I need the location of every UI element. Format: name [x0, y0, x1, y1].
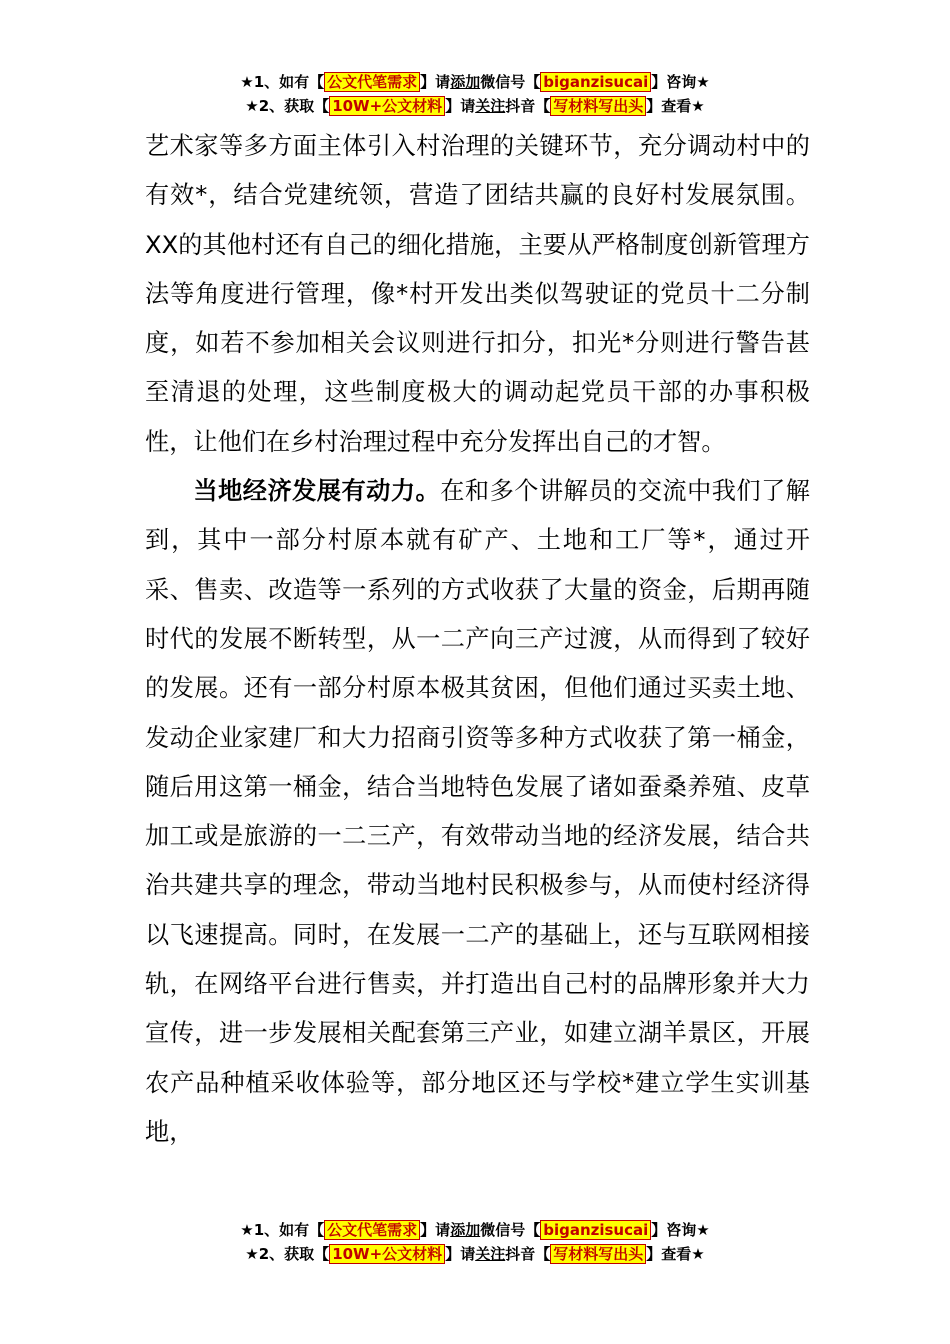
banner-text: ★2、获取【: [245, 97, 330, 115]
banner-text: 】查看★: [646, 1245, 705, 1263]
document-body: [145, 122, 810, 1157]
banner-highlight: 10W+公文材料: [329, 96, 445, 116]
banner-text: 】请: [445, 97, 476, 115]
banner-text: 微信号【: [480, 1221, 541, 1239]
banner-text: 】请: [445, 1245, 476, 1263]
banner-underline: 关注: [475, 1245, 506, 1263]
banner-highlight: 公文代笔需求: [324, 72, 420, 92]
banner-highlight: biganzisucai: [540, 72, 651, 92]
banner-text: 抖音【: [505, 97, 551, 115]
banner-line-2: [0, 1242, 950, 1266]
banner-text: ★1、如有【: [240, 73, 325, 91]
header-banner: [0, 70, 950, 118]
banner-text: ★1、如有【: [240, 1221, 325, 1239]
paragraph-1: 艺术家等多方面主体引入村治理的关键环节，充分调动村中的有效*，结合党建统领，营造了团结共赢的良好村发展氛围。XX的其他村还有自己的细化措施，主要从严格制度创新管理方法等角度进行管理，像*村开发出类似驾驶证的党员十二分制度，如若不参加相关会议则进行扣分，扣光*分则进行警告甚至清退的处理，这些制度极大的调动起党员干部的办事积极性，让他们在乡村治理过程中充分发挥出自己的才智。: [145, 132, 810, 456]
banner-line-1: [0, 1218, 950, 1242]
paragraph-2-text: 在和多个讲解员的交流中我们了解到，其中一部分村原本就有矿产、土地和工厂等*，通过开采、售卖、改造等一系列的方式收获了大量的资金，后期再随时代的发展不断转型，从一二产向三产过渡，从而得到了较好的发展。还有一部分村原本极其贫困，但他们通过买卖土地、发动企业家建厂和大力招商引资等多种方式收获了第一桶金，随后用这第一桶金，结合当地特色发展了诸如蚕桑养殖、皮草加工或是旅游的一二三产，有效带动当地的经济发展，结合共治共建共享的理念，带动当地村民积极参与，从而使村经济得以飞速提高。同时，在发展一二产的基础上，还与互联网相接轨，在网络平台进行售卖，并打造出自己村的品牌形象并大力宣传，进一步发展相关配套第三产业，如建立湖羊景区，开展农产品种植采收体验等，部分地区还与学校*建立学生实训基地，: [145, 477, 810, 1146]
banner-underline: 添加: [450, 1221, 481, 1239]
banner-underline: 关注: [475, 97, 506, 115]
footer-banner: [0, 1218, 950, 1266]
banner-underline: 添加: [450, 73, 481, 91]
paragraph-2: [145, 467, 810, 1157]
banner-text: 微信号【: [480, 73, 541, 91]
banner-highlight: 写材料写出头: [550, 1244, 646, 1264]
banner-text: 】请: [420, 73, 451, 91]
banner-highlight: 写材料写出头: [550, 96, 646, 116]
banner-text: ★2、获取【: [245, 1245, 330, 1263]
banner-line-1: [0, 70, 950, 94]
paragraph-heading: 当地经济发展有动力。: [193, 477, 441, 506]
banner-highlight: biganzisucai: [540, 1220, 651, 1240]
banner-highlight: 10W+公文材料: [329, 1244, 445, 1264]
banner-line-2: [0, 94, 950, 118]
banner-highlight: 公文代笔需求: [324, 1220, 420, 1240]
banner-text: 抖音【: [505, 1245, 551, 1263]
banner-text: 】咨询★: [651, 73, 710, 91]
banner-text: 】请: [420, 1221, 451, 1239]
banner-text: 】咨询★: [651, 1221, 710, 1239]
banner-text: 】查看★: [646, 97, 705, 115]
